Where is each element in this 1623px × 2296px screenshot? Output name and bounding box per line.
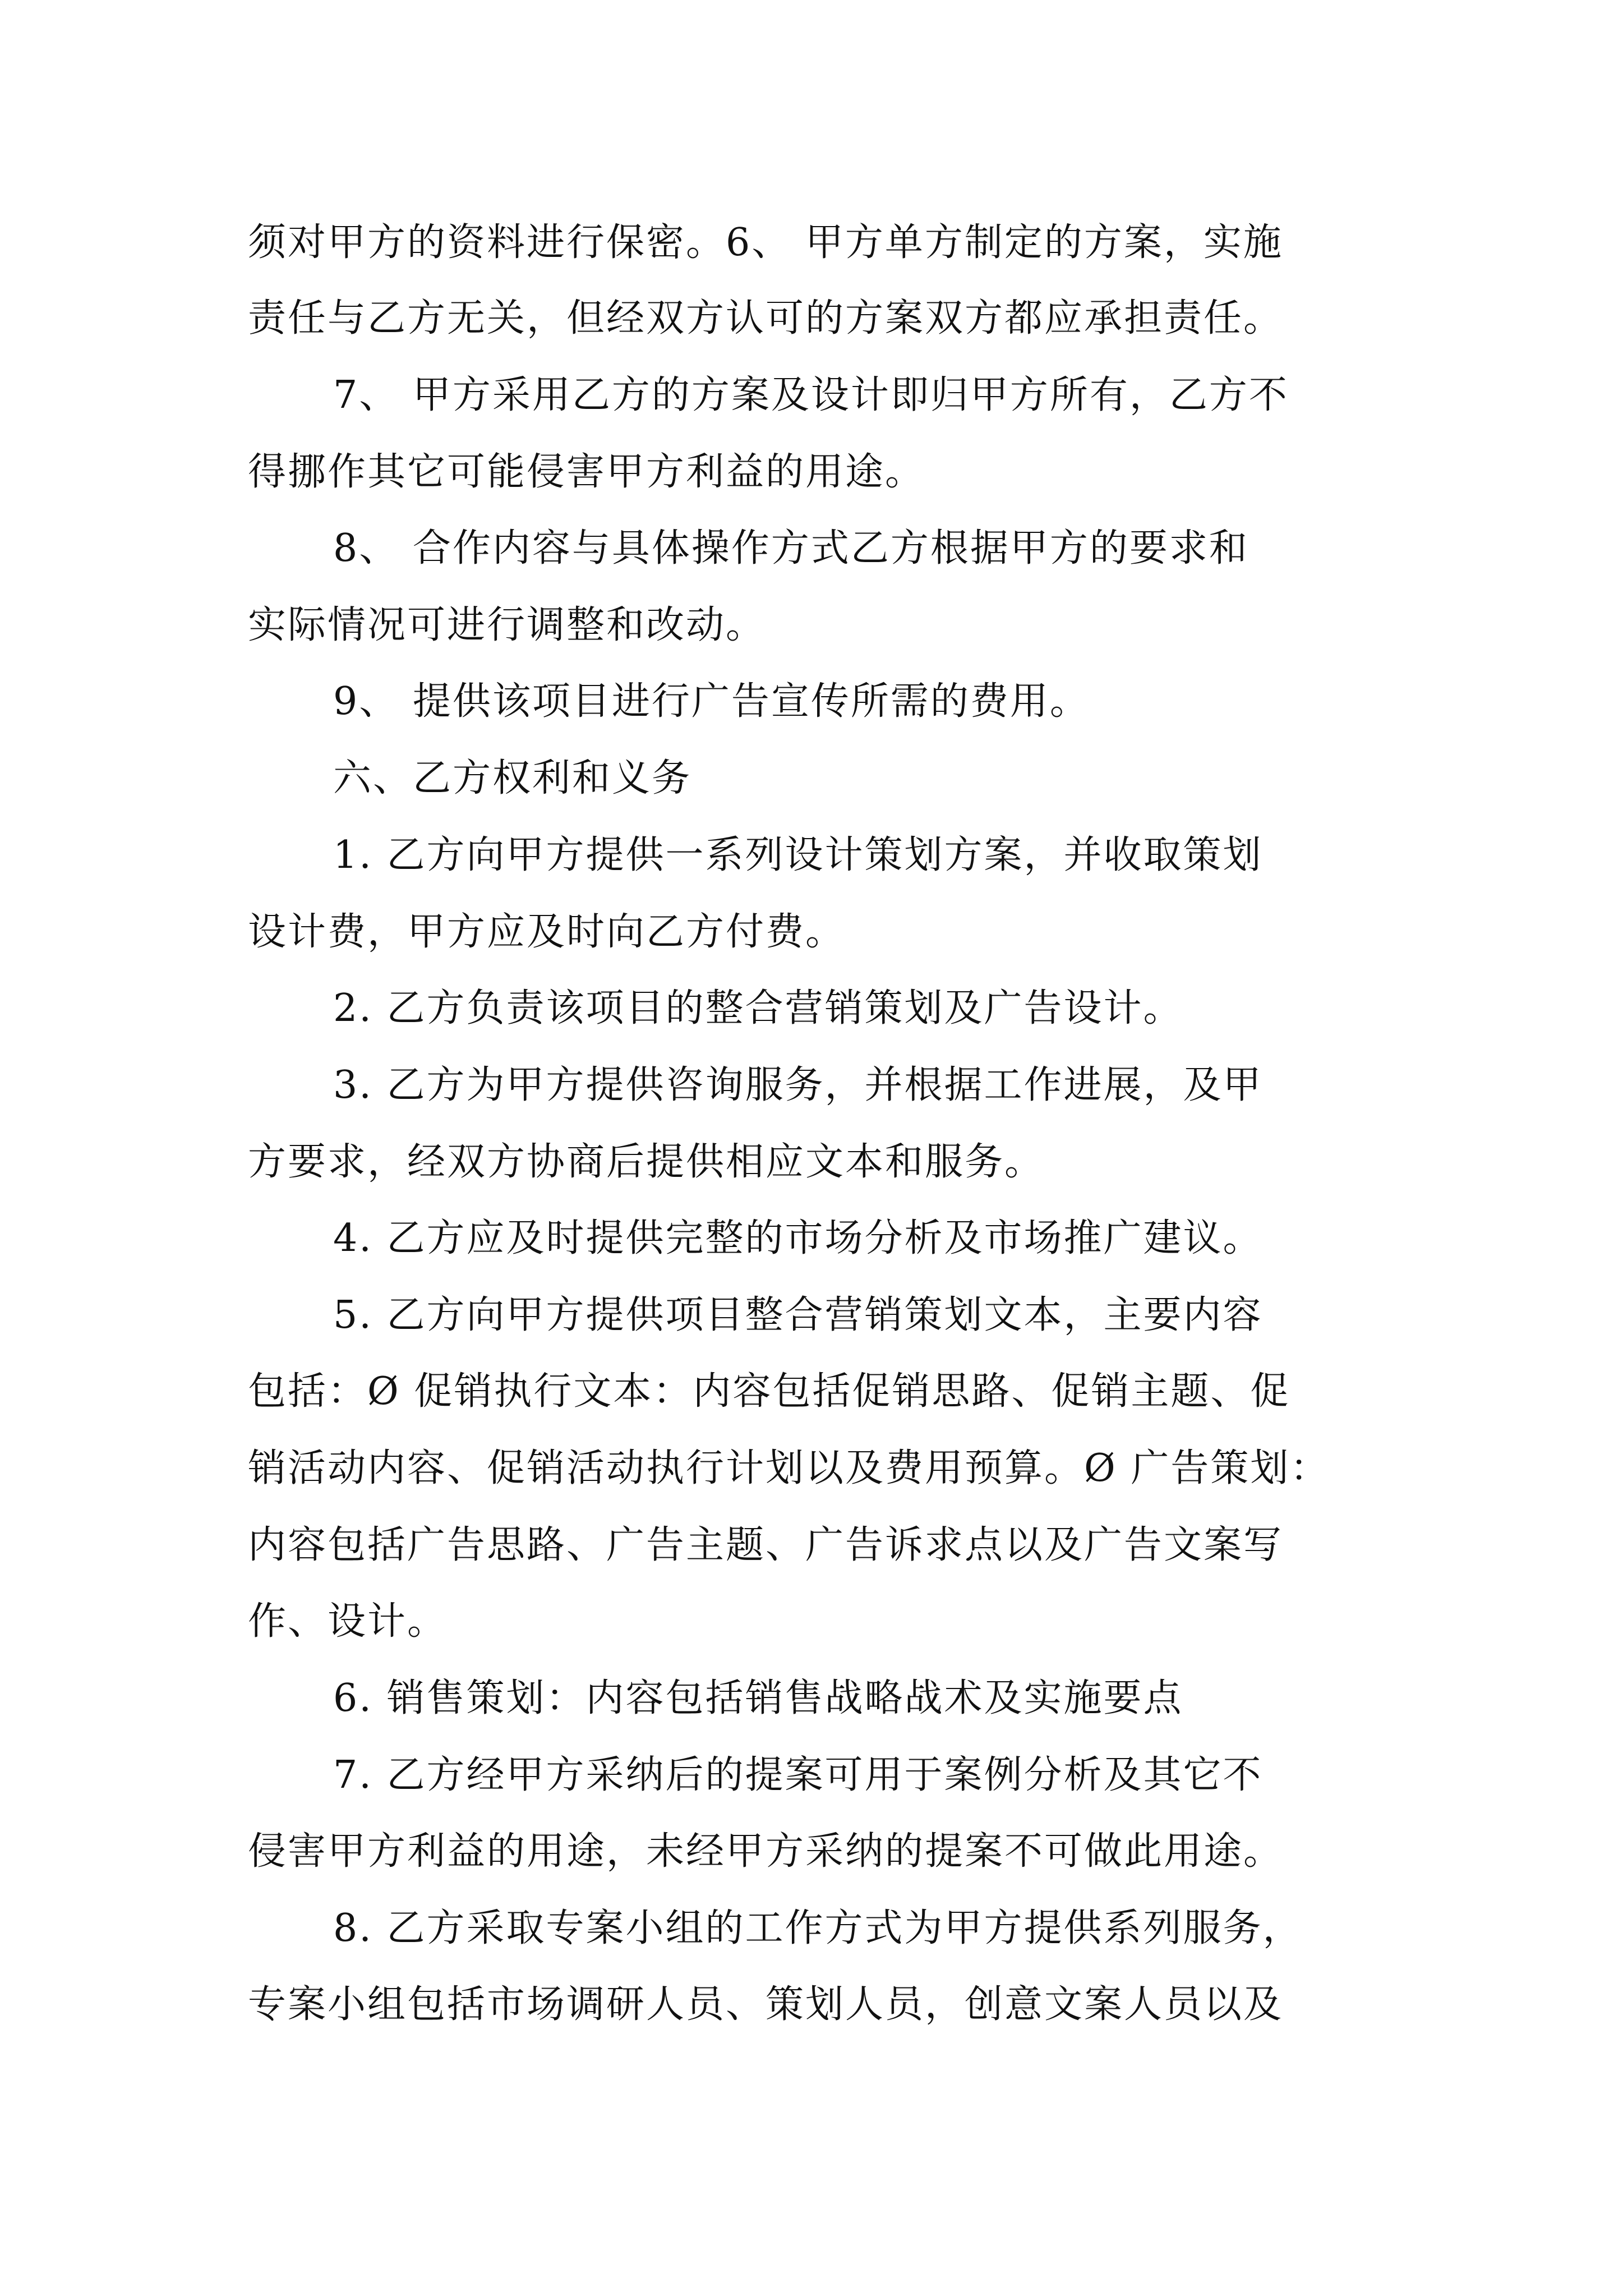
- text-line: 3. 乙方为甲方提供咨询服务，并根据工作进展，及甲: [333, 1063, 1263, 1107]
- text-line: 包括：Ø 促销执行文本：内容包括促销思路、促销主题、促: [248, 1369, 1290, 1414]
- text-line: 7、 甲方采用乙方的方案及设计即归甲方所有，乙方不: [333, 373, 1289, 417]
- text-line: 内容包括广告思路、广告主题、广告诉求点以及广告文案写: [248, 1523, 1284, 1567]
- text-line: 9、 提供该项目进行广告宣传所需的费用。: [333, 679, 1090, 724]
- text-line: 方要求，经双方协商后提供相应文本和服务。: [248, 1140, 1045, 1184]
- text-line: 4. 乙方应及时提供完整的市场分析及市场推广建议。: [333, 1216, 1263, 1260]
- text-line: 2. 乙方负责该项目的整合营销策划及广告设计。: [333, 986, 1183, 1030]
- text-line: 专案小组包括市场调研人员、策划人员，创意文案人员以及: [248, 1982, 1284, 2027]
- text-line: 8. 乙方采取专案小组的工作方式为甲方提供系列服务，: [333, 1906, 1303, 1950]
- text-line: 设计费，甲方应及时向乙方付费。: [248, 910, 846, 954]
- text-line: 8、 合作内容与具体操作方式乙方根据甲方的要求和: [333, 526, 1249, 570]
- text-line: 得挪作其它可能侵害甲方利益的用途。: [248, 450, 925, 494]
- text-line: 销活动内容、促销活动执行计划以及费用预算。Ø 广告策划：: [248, 1446, 1330, 1490]
- text-line: 实际情况可进行调整和改动。: [248, 603, 766, 647]
- text-line: 1. 乙方向甲方提供一系列设计策划方案，并收取策划: [333, 833, 1263, 877]
- text-line: 作、设计。: [248, 1599, 448, 1644]
- section-heading: 六、乙方权利和义务: [333, 756, 692, 800]
- text-line: 须对甲方的资料进行保密。6、 甲方单方制定的方案，实施: [248, 220, 1283, 265]
- text-line: 5. 乙方向甲方提供项目整合营销策划文本，主要内容: [333, 1293, 1263, 1337]
- text-line: 责任与乙方无关，但经双方认可的方案双方都应承担责任。: [248, 296, 1284, 341]
- text-line: 7. 乙方经甲方采纳后的提案可用于案例分析及其它不: [333, 1753, 1263, 1797]
- text-line: 侵害甲方利益的用途，未经甲方采纳的提案不可做此用途。: [248, 1829, 1284, 1874]
- text-line: 6. 销售策划：内容包括销售战略战术及实施要点: [333, 1676, 1183, 1720]
